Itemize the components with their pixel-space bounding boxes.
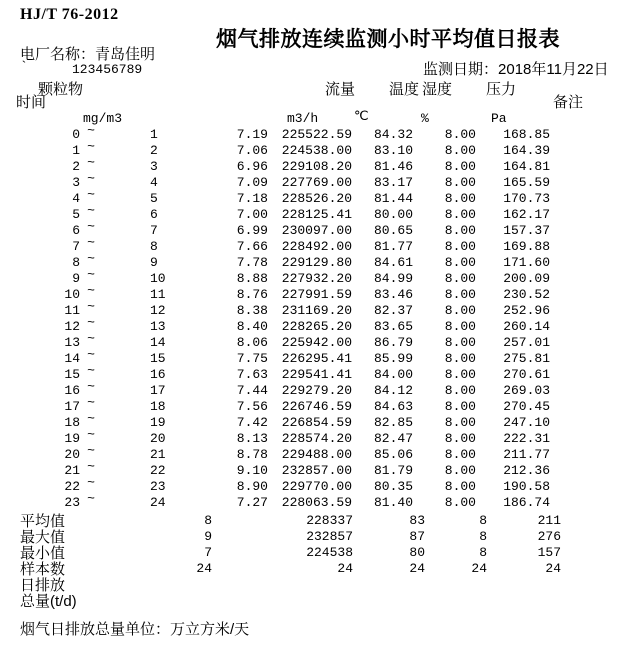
hour-end: 24 [150, 495, 166, 510]
flow-value: 229488.00 [281, 447, 352, 462]
humidity-value: 8.00 [444, 319, 476, 334]
humidity-value: 8.00 [444, 415, 476, 430]
pm-value: 8.76 [236, 287, 268, 302]
humidity-value: 8.00 [444, 351, 476, 366]
pressure-value: 164.81 [503, 159, 550, 174]
flow-value: 224538.00 [281, 143, 352, 158]
hour-end: 4 [150, 175, 158, 190]
flow-unit: m3/h [287, 111, 319, 126]
hour-end: 19 [150, 415, 166, 430]
pm-value: 8.13 [236, 431, 268, 446]
humidity-value: 8.00 [444, 239, 476, 254]
pm-value: 7.78 [236, 255, 268, 270]
pm-value: 8.06 [236, 335, 268, 350]
pressure-value: 169.88 [503, 239, 550, 254]
humidity-unit: % [421, 111, 429, 126]
hour-start: 15 [64, 367, 80, 382]
flow-value: 228265.20 [281, 319, 352, 334]
flow-value: 232857.00 [281, 463, 352, 478]
summary-pm-value: 24 [196, 561, 212, 576]
hour-start: 3 [72, 175, 80, 190]
summary-pm-value: 8 [204, 513, 212, 528]
summary-row-label: 样本数 [20, 561, 66, 578]
temp-value: 81.44 [373, 191, 413, 206]
summary-row-label: 最大值 [20, 529, 66, 546]
tilde-separator: ~ [87, 299, 95, 314]
hour-start: 14 [64, 351, 80, 366]
remark-column-header: 备注 [553, 94, 584, 111]
pressure-value: 252.96 [503, 303, 550, 318]
humidity-column-header: 湿度 [422, 81, 453, 98]
hour-start: 1 [72, 143, 80, 158]
humidity-value: 8.00 [444, 143, 476, 158]
pressure-column-header: 压力 [486, 81, 517, 98]
pm-value: 7.06 [236, 143, 268, 158]
tilde-separator: ~ [87, 171, 95, 186]
pressure-value: 260.14 [503, 319, 550, 334]
flow-value: 228574.20 [281, 431, 352, 446]
humidity-value: 8.00 [444, 271, 476, 286]
plant-mark: ` [20, 59, 28, 74]
summary-row [0, 530, 624, 546]
summary-row [0, 546, 624, 562]
hour-end: 16 [150, 367, 166, 382]
pm-value: 8.78 [236, 447, 268, 462]
hour-end: 9 [150, 255, 158, 270]
temp-value: 82.85 [373, 415, 413, 430]
tilde-separator: ~ [87, 443, 95, 458]
pressure-value: 212.36 [503, 463, 550, 478]
pressure-value: 168.85 [503, 127, 550, 142]
tilde-separator: ~ [87, 187, 95, 202]
pressure-value: 269.03 [503, 383, 550, 398]
hour-end: 15 [150, 351, 166, 366]
monitor-date-value: 2018年11月22日 [498, 61, 609, 78]
tilde-separator: ~ [87, 395, 95, 410]
summary-row [0, 594, 624, 610]
temp-value: 80.00 [373, 207, 413, 222]
summary-flow-value: 228337 [306, 513, 353, 528]
humidity-value: 8.00 [444, 159, 476, 174]
tilde-separator: ~ [87, 427, 95, 442]
summary-row [0, 514, 624, 530]
tilde-separator: ~ [87, 475, 95, 490]
humidity-value: 8.00 [444, 431, 476, 446]
hour-end: 2 [150, 143, 158, 158]
hour-start: 10 [64, 287, 80, 302]
hour-start: 9 [72, 271, 80, 286]
tilde-separator: ~ [87, 411, 95, 426]
temp-value: 83.65 [373, 319, 413, 334]
pm-unit: mg/m3 [83, 111, 123, 126]
flow-value: 228063.59 [281, 495, 352, 510]
pm-value: 7.19 [236, 127, 268, 142]
temp-value: 84.12 [373, 383, 413, 398]
tilde-separator: ~ [87, 315, 95, 330]
summary-flow-value: 232857 [306, 529, 353, 544]
pressure-value: 247.10 [503, 415, 550, 430]
humidity-value: 8.00 [444, 287, 476, 302]
pressure-value: 257.01 [503, 335, 550, 350]
hour-end: 23 [150, 479, 166, 494]
temp-value: 81.77 [373, 239, 413, 254]
hour-end: 6 [150, 207, 158, 222]
summary-temp-value: 24 [409, 561, 425, 576]
flow-value: 225522.59 [281, 127, 352, 142]
pm-value: 7.56 [236, 399, 268, 414]
temp-value: 85.06 [373, 447, 413, 462]
pressure-value: 171.60 [503, 255, 550, 270]
summary-row-label: 最小值 [20, 545, 66, 562]
flow-value: 226295.41 [281, 351, 352, 366]
hour-end: 5 [150, 191, 158, 206]
pm-value: 7.09 [236, 175, 268, 190]
summary-pressure-value: 211 [537, 513, 561, 528]
tilde-separator: ~ [87, 219, 95, 234]
tilde-separator: ~ [87, 283, 95, 298]
pressure-value: 162.17 [503, 207, 550, 222]
temp-value: 81.46 [373, 159, 413, 174]
tilde-separator: ~ [87, 203, 95, 218]
pm-value: 7.42 [236, 415, 268, 430]
summary-humidity-value: 8 [479, 545, 487, 560]
pm-value: 7.75 [236, 351, 268, 366]
flow-column-header: 流量 [325, 81, 356, 98]
temp-value: 84.61 [373, 255, 413, 270]
hour-end: 21 [150, 447, 166, 462]
temp-value: 82.37 [373, 303, 413, 318]
hour-start: 13 [64, 335, 80, 350]
hour-end: 8 [150, 239, 158, 254]
hour-start: 7 [72, 239, 80, 254]
table-row [0, 491, 624, 512]
hour-end: 7 [150, 223, 158, 238]
pressure-value: 230.52 [503, 287, 550, 302]
pm-value: 8.90 [236, 479, 268, 494]
pm-column-header: 颗粒物 [38, 81, 84, 98]
humidity-value: 8.00 [444, 175, 476, 190]
temp-value: 86.79 [373, 335, 413, 350]
pressure-value: 211.77 [503, 447, 550, 462]
pressure-value: 164.39 [503, 143, 550, 158]
pm-value: 8.38 [236, 303, 268, 318]
temp-column-header: 温度 [389, 81, 420, 98]
pressure-value: 270.61 [503, 367, 550, 382]
hour-start: 12 [64, 319, 80, 334]
tilde-separator: ~ [87, 267, 95, 282]
hour-start: 19 [64, 431, 80, 446]
summary-humidity-value: 8 [479, 529, 487, 544]
hour-start: 5 [72, 207, 80, 222]
hour-start: 8 [72, 255, 80, 270]
summary-pm-value: 7 [204, 545, 212, 560]
hour-end: 14 [150, 335, 166, 350]
humidity-value: 8.00 [444, 399, 476, 414]
temp-value: 81.79 [373, 463, 413, 478]
pm-value: 7.66 [236, 239, 268, 254]
summary-row [0, 562, 624, 578]
summary-pm-value: 9 [204, 529, 212, 544]
humidity-value: 8.00 [444, 367, 476, 382]
hour-end: 12 [150, 303, 166, 318]
page-title: 烟气排放连续监测小时平均值日报表 [216, 28, 560, 51]
summary-temp-value: 83 [409, 513, 425, 528]
plant-name-label: 电厂名称： [20, 46, 96, 63]
temp-value: 84.00 [373, 367, 413, 382]
summary-row-label: 平均值 [20, 513, 66, 530]
hour-end: 13 [150, 319, 166, 334]
daily-total-unit-note: 烟气日排放总量单位：万立方米/天 [20, 621, 250, 638]
temp-value: 84.99 [373, 271, 413, 286]
summary-humidity-value: 24 [471, 561, 487, 576]
hour-start: 20 [64, 447, 80, 462]
pm-value: 7.18 [236, 191, 268, 206]
humidity-value: 8.00 [444, 191, 476, 206]
pressure-value: 186.74 [503, 495, 550, 510]
summary-row [0, 578, 624, 594]
tilde-separator: ~ [87, 235, 95, 250]
tilde-separator: ~ [87, 491, 95, 506]
summary-pressure-value: 24 [545, 561, 561, 576]
summary-row-label: 日排放 [20, 577, 66, 594]
temp-value: 84.63 [373, 399, 413, 414]
temp-value: 80.35 [373, 479, 413, 494]
hour-start: 2 [72, 159, 80, 174]
hour-end: 22 [150, 463, 166, 478]
plant-code: 123456789 [72, 62, 143, 77]
humidity-value: 8.00 [444, 383, 476, 398]
hour-start: 6 [72, 223, 80, 238]
pm-value: 7.44 [236, 383, 268, 398]
temp-value: 80.65 [373, 223, 413, 238]
flow-value: 229108.20 [281, 159, 352, 174]
tilde-separator: ~ [87, 155, 95, 170]
pm-value: 7.27 [236, 495, 268, 510]
flow-value: 228526.20 [281, 191, 352, 206]
hour-end: 3 [150, 159, 158, 174]
hour-end: 20 [150, 431, 166, 446]
hour-end: 10 [150, 271, 166, 286]
hour-start: 17 [64, 399, 80, 414]
tilde-separator: ~ [87, 347, 95, 362]
plant-name-value: 青岛佳明 [95, 46, 156, 63]
temp-value: 83.17 [373, 175, 413, 190]
summary-row-label: 总量(t/d) [20, 593, 77, 610]
pressure-value: 275.81 [503, 351, 550, 366]
tilde-separator: ~ [87, 331, 95, 346]
pressure-value: 190.58 [503, 479, 550, 494]
pressure-unit: Pa [491, 111, 507, 126]
hour-end: 18 [150, 399, 166, 414]
summary-temp-value: 80 [409, 545, 425, 560]
flow-value: 227769.00 [281, 175, 352, 190]
temp-value: 85.99 [373, 351, 413, 366]
pm-value: 6.96 [236, 159, 268, 174]
tilde-separator: ~ [87, 123, 95, 138]
flow-value: 226746.59 [281, 399, 352, 414]
hour-start: 22 [64, 479, 80, 494]
summary-pressure-value: 276 [537, 529, 561, 544]
summary-humidity-value: 8 [479, 513, 487, 528]
flow-value: 231169.20 [281, 303, 352, 318]
humidity-value: 8.00 [444, 479, 476, 494]
flow-value: 227991.59 [281, 287, 352, 302]
tilde-separator: ~ [87, 251, 95, 266]
flow-value: 226854.59 [281, 415, 352, 430]
summary-pressure-value: 157 [537, 545, 561, 560]
hour-end: 11 [150, 287, 166, 302]
hour-end: 1 [150, 127, 158, 142]
hour-start: 0 [72, 127, 80, 142]
flow-value: 228492.00 [281, 239, 352, 254]
pm-value: 8.88 [236, 271, 268, 286]
pm-value: 9.10 [236, 463, 268, 478]
humidity-value: 8.00 [444, 207, 476, 222]
flow-value: 225942.00 [281, 335, 352, 350]
summary-temp-value: 87 [409, 529, 425, 544]
hour-start: 23 [64, 495, 80, 510]
pm-value: 7.63 [236, 367, 268, 382]
tilde-separator: ~ [87, 379, 95, 394]
pressure-value: 157.37 [503, 223, 550, 238]
pm-value: 8.40 [236, 319, 268, 334]
hour-start: 16 [64, 383, 80, 398]
hour-start: 11 [64, 303, 80, 318]
tilde-separator: ~ [87, 139, 95, 154]
temp-value: 82.47 [373, 431, 413, 446]
humidity-value: 8.00 [444, 303, 476, 318]
humidity-value: 8.00 [444, 463, 476, 478]
hour-end: 17 [150, 383, 166, 398]
temp-value: 83.46 [373, 287, 413, 302]
pressure-value: 222.31 [503, 431, 550, 446]
flow-value: 230097.00 [281, 223, 352, 238]
pressure-value: 270.45 [503, 399, 550, 414]
summary-flow-value: 24 [337, 561, 353, 576]
tilde-separator: ~ [87, 363, 95, 378]
flow-value: 229770.00 [281, 479, 352, 494]
pressure-value: 170.73 [503, 191, 550, 206]
tilde-separator: ~ [87, 459, 95, 474]
pressure-value: 165.59 [503, 175, 550, 190]
time-column-header: 时间 [16, 94, 47, 111]
pm-value: 7.00 [236, 207, 268, 222]
monitor-date-label: 监测日期： [423, 61, 499, 78]
humidity-value: 8.00 [444, 495, 476, 510]
pressure-value: 200.09 [503, 271, 550, 286]
flow-value: 229541.41 [281, 367, 352, 382]
temp-value: 84.32 [373, 127, 413, 142]
flow-value: 229279.20 [281, 383, 352, 398]
humidity-value: 8.00 [444, 335, 476, 350]
humidity-value: 8.00 [444, 447, 476, 462]
monitor-date-line [423, 62, 609, 78]
flow-value: 227932.20 [281, 271, 352, 286]
temp-value: 83.10 [373, 143, 413, 158]
pm-value: 6.99 [236, 223, 268, 238]
hour-start: 18 [64, 415, 80, 430]
temp-unit: ℃ [354, 109, 369, 124]
temp-value: 81.40 [373, 495, 413, 510]
humidity-value: 8.00 [444, 223, 476, 238]
hour-start: 4 [72, 191, 80, 206]
standard-number: HJ/T 76-2012 [20, 6, 119, 23]
humidity-value: 8.00 [444, 255, 476, 270]
humidity-value: 8.00 [444, 127, 476, 142]
summary-flow-value: 224538 [306, 545, 353, 560]
flow-value: 228125.41 [281, 207, 352, 222]
hour-start: 21 [64, 463, 80, 478]
plant-name-line [20, 47, 155, 63]
flow-value: 229129.80 [281, 255, 352, 270]
